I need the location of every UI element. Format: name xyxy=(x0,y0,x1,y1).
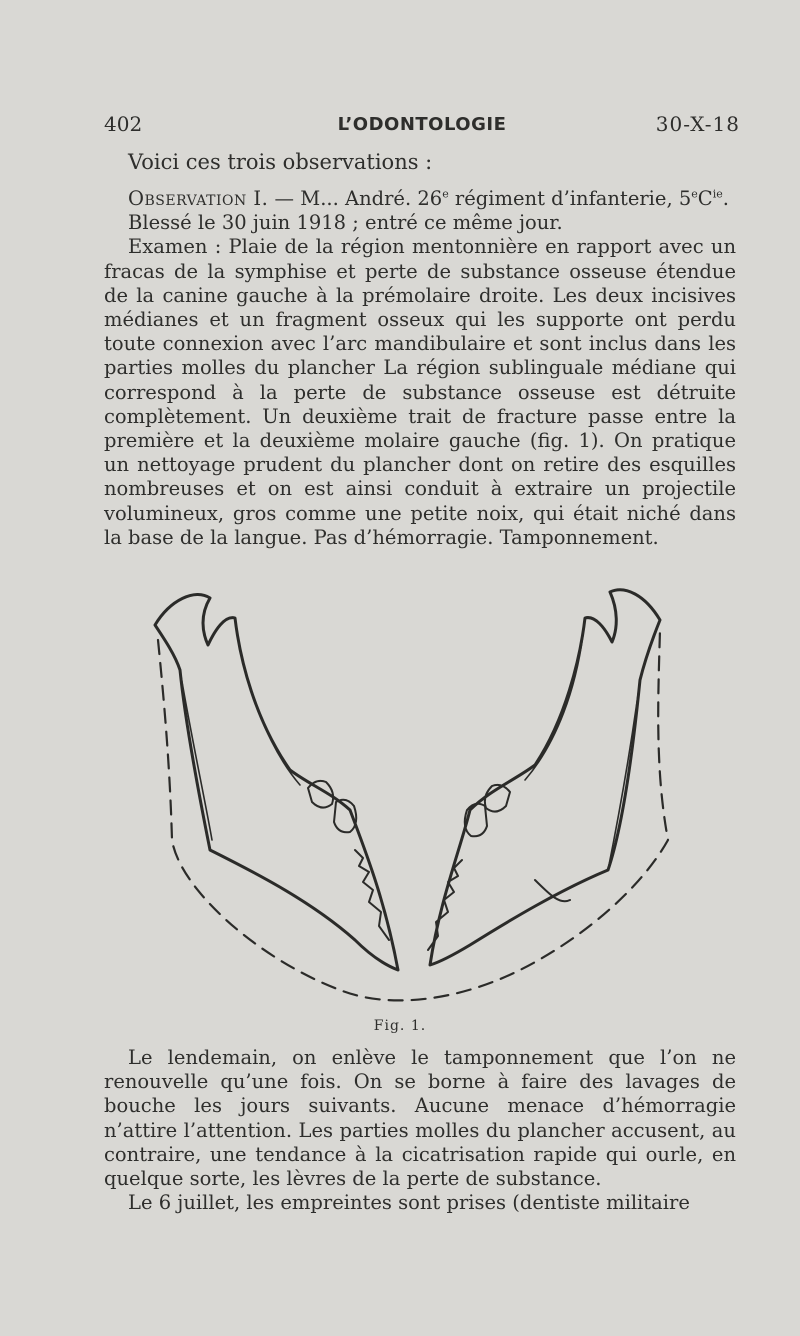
right-fracture-edge xyxy=(428,860,462,950)
observation-label: Observation I. xyxy=(128,187,269,210)
intro-line xyxy=(104,150,736,174)
journal-title: L’ODONTOLOGIE xyxy=(337,114,507,135)
superscript: e xyxy=(691,187,698,201)
observation-heading xyxy=(104,187,736,211)
left-mandible-fragment xyxy=(155,594,398,970)
patient-line: — M... André. 26 xyxy=(268,187,443,210)
intro-text: Voici ces trois observations : xyxy=(128,150,433,174)
dashed-outline xyxy=(158,630,668,1000)
figure-caption: Fig. 1. xyxy=(373,1018,427,1034)
page-number: 402 xyxy=(104,112,143,136)
company-text: C xyxy=(697,187,713,210)
regiment-text: régiment d’infanterie, 5 xyxy=(448,187,692,210)
injury-date: Blessé le 30 juin 1918 ; entré ce même jour. xyxy=(128,211,563,235)
followup-block xyxy=(104,1046,736,1215)
mandible-figure xyxy=(140,570,680,1015)
mandible-illustration xyxy=(140,570,680,1015)
followup-paragraph: Le lendemain, on enlève le tamponnement que l’on ne renouvelle qu’une fois. On se borne à faire des lavages de bouche les jours suivants. Aucune menace d’hémorragie n’attire l’attention. Les parties molles du plancher accusent, au contraire, une tendance à la cicatrisation rapide qui ourle, en quelque sorte, les lèvres de la perte de substance. xyxy=(104,1046,736,1191)
period: . xyxy=(722,187,729,210)
exam-paragraph: Examen : Plaie de la région mentonnière en rapport avec un fracas de la symphise et perte de substance osseuse étendue de la canine gauche à la prémolaire droite. Les deux incisives médianes et un fragment osseux qui les supporte ont perdu toute connexion avec l’arc mandibulaire et sont inclus dans les parties molles du plancher La région sublinguale médiane qui correspond à la perte de substance osseuse est détruite complètement. Un deuxième trait de fracture passe entre la première et la deuxième molaire gauche (fig. 1). On pratique un nettoyage prudent du plancher dont on retire des esquilles nombreuses et on est ainsi conduit à extraire un projectile volumineux, gros comme une petite noix, qui était niché dans la base de la langue. Pas d’hémorragie. Tamponnement. xyxy=(104,235,736,549)
left-fracture-edge xyxy=(355,850,389,940)
observation-block xyxy=(104,187,736,550)
superscript: e xyxy=(442,187,449,201)
impression-paragraph: Le 6 juillet, les empreintes sont prises (dentiste militaire xyxy=(128,1191,690,1215)
running-head xyxy=(104,112,740,142)
superscript: ie xyxy=(712,187,723,201)
issue-date: 30-X-18 xyxy=(655,112,740,136)
